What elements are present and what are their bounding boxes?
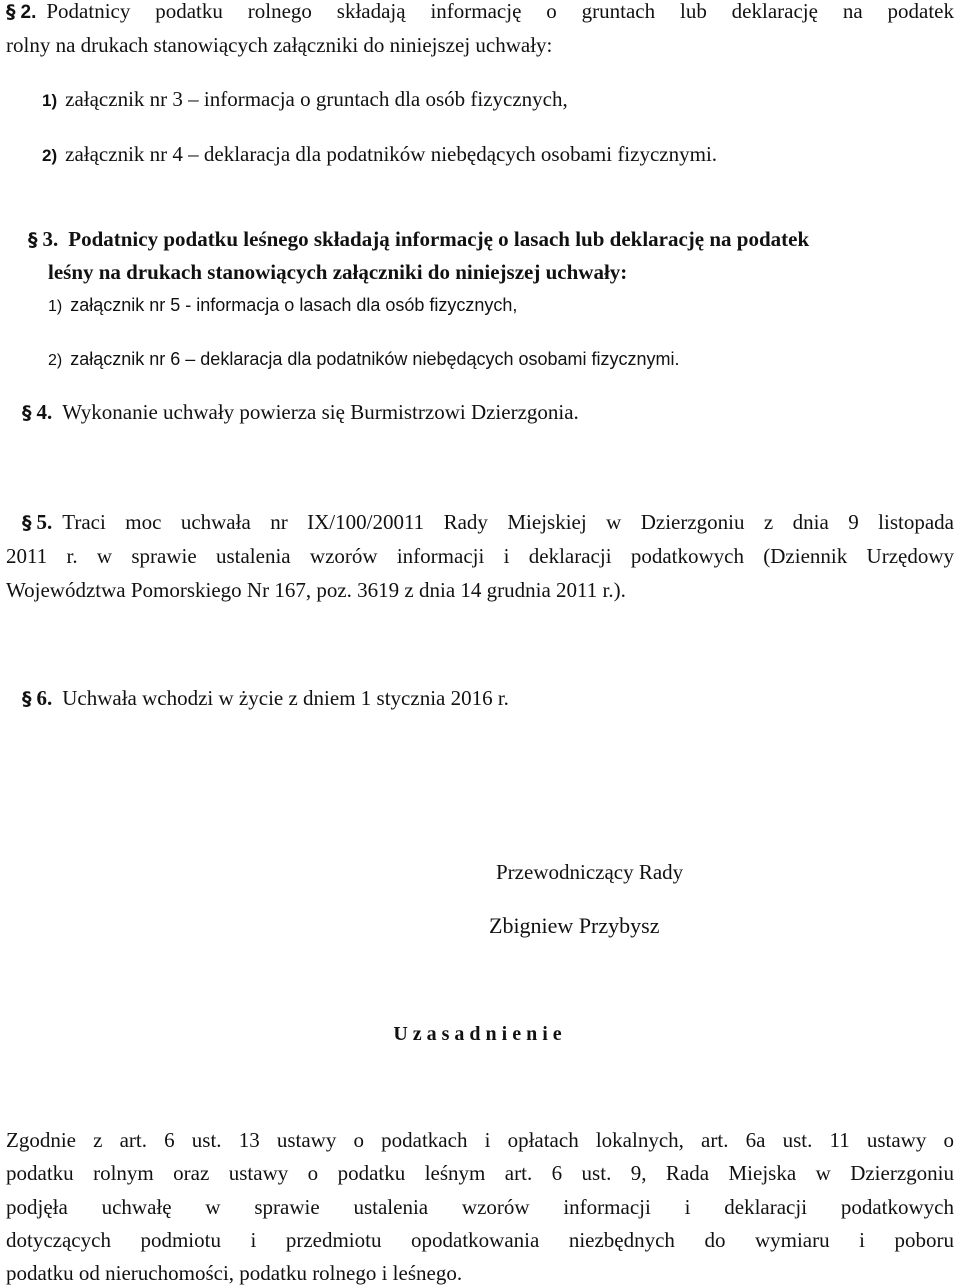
signature-name: Zbigniew Przybysz — [489, 913, 660, 938]
justification-heading: Uzasadnienie — [393, 1023, 567, 1045]
section-5-line-1 — [22, 507, 954, 538]
section-3-line-2: leśny na drukach stanowiących załączniki do niniejszej uchwały: — [48, 260, 628, 284]
section-text: Podatnicy podatku leśnego składają informację o lasach lub deklarację na podatek — [68, 227, 810, 251]
justification-line-1: Zgodnie z art. 6 ust. 13 ustawy o podatkach i opłatach lokalnych, art. 6a ust. 11 ustawy o — [6, 1128, 954, 1152]
section-number: 5. — [36, 510, 53, 534]
section-3-item-1 — [48, 290, 954, 322]
list-marker: 2) — [48, 352, 63, 369]
justification-line-2: podatku rolnym oraz ustawy o podatku leśnym art. 6 ust. 9, Rada Miejska w Dzierzgoniu — [6, 1161, 954, 1185]
section-5-line-2: 2011 r. w sprawie ustalenia wzorów informacji i deklaracji podatkowych (Dziennik Urzędowy — [6, 544, 954, 568]
list-marker: 2) — [42, 146, 58, 165]
justification-line-4: dotyczących podmiotu i przedmiotu opodatkowania niezbędnych do wymiaru i poboru — [6, 1228, 954, 1252]
signature-title: Przewodniczący Rady — [496, 860, 684, 884]
list-item-text: załącznik nr 4 – deklaracja dla podatników niebędących osobami fizycznymi. — [65, 142, 718, 166]
section-2-item-2 — [42, 139, 954, 171]
section-text: Uchwała wchodzi w życie z dniem 1 stycznia 2016 r. — [62, 686, 509, 710]
section-text: Traci moc uchwała nr IX/100/20011 Rady Miejskiej w Dzierzgoniu z dnia 9 listopada — [62, 510, 954, 534]
section-2-line-2: rolny na drukach stanowiących załączniki do niniejszej uchwały: — [6, 33, 553, 57]
section-number: 6. — [36, 686, 53, 710]
section-number: 3. — [42, 227, 59, 251]
list-marker: 1) — [48, 298, 63, 315]
list-marker: 1) — [42, 91, 58, 110]
section-3-line-1 — [28, 224, 954, 255]
paragraph-symbol: § — [28, 229, 38, 251]
list-item-text: załącznik nr 6 – deklaracja dla podatników niebędących osobami fizycznymi. — [70, 349, 680, 369]
section-6 — [22, 683, 954, 714]
paragraph-symbol: § — [22, 402, 32, 424]
section-5-line-3: Województwa Pomorskiego Nr 167, poz. 3619 z dnia 14 grudnia 2011 r.). — [6, 578, 626, 602]
paragraph-symbol: § — [6, 1, 16, 23]
justification-line-3: podjęła uchwałę w sprawie ustalenia wzorów informacji i deklaracji podatkowych — [6, 1195, 954, 1219]
section-number: 2. — [20, 2, 37, 23]
section-3-item-2 — [48, 344, 954, 376]
list-item-text: załącznik nr 3 – informacja o gruntach dla osób fizycznych, — [65, 87, 568, 111]
section-number: 4. — [36, 400, 53, 424]
justification-line-5: podatku od nieruchomości, podatku rolnego i leśnego. — [6, 1261, 463, 1285]
paragraph-symbol: § — [22, 688, 32, 710]
section-text: Podatnicy podatku rolnego składają informację o gruntach lub deklarację na podatek — [46, 0, 954, 23]
section-text: Wykonanie uchwały powierza się Burmistrzowi Dzierzgonia. — [62, 400, 579, 424]
paragraph-symbol: § — [22, 512, 32, 534]
section-4 — [22, 397, 954, 428]
list-item-text: załącznik nr 5 - informacja o lasach dla osób fizycznych, — [70, 295, 518, 315]
section-2-line-1 — [6, 0, 954, 28]
section-2-item-1 — [42, 84, 954, 116]
